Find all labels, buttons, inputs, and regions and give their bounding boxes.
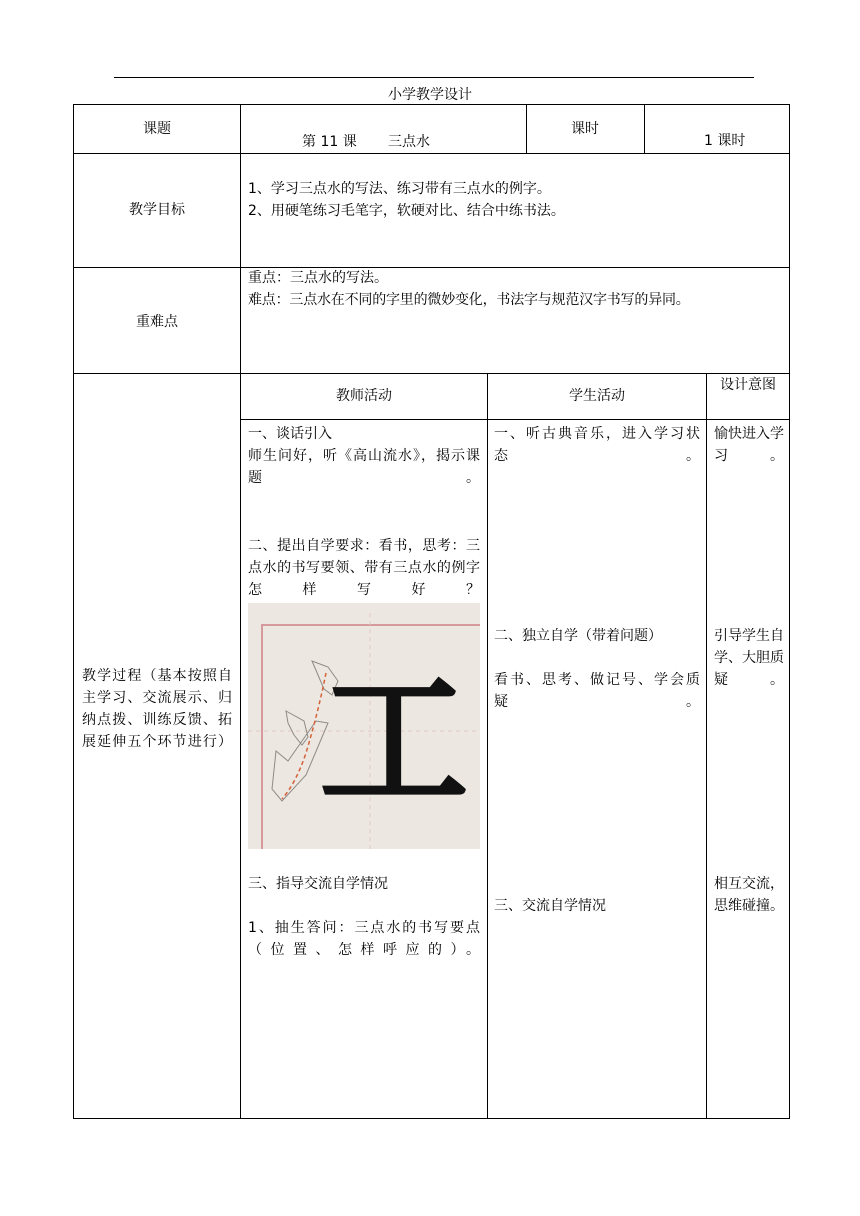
topic-label: 课题 <box>143 121 171 137</box>
student-step3: 三、交流自学情况 <box>494 898 606 914</box>
process-label: 教学过程（基本按照自主学习、交流展示、归纳点拨、训练反馈、拓展延伸五个环节进行） <box>82 668 232 750</box>
student-step2-title: 二、独立自学（带着问题） <box>494 628 662 644</box>
goals-label: 教学目标 <box>129 202 185 218</box>
difficulty-point: 难点：三点水在不同的字里的微妙变化，书法字与规范汉字书写的异同。 <box>248 292 690 308</box>
lesson-number: 第 11 课 <box>302 134 357 150</box>
column-divider <box>706 373 707 1119</box>
calligraphy-jiang-photo <box>248 603 480 849</box>
row-divider <box>240 419 790 420</box>
intent-step3: 相互交流，思维碰撞。 <box>714 876 784 914</box>
calligraphy-character: 工 <box>318 653 470 829</box>
teacher-step2: 二、提出自学要求：看书，思考：三点水的书写要领、带有三点水的例字怎样写好？ <box>248 538 480 598</box>
document-header: 小学教学设计 <box>388 87 472 103</box>
row-divider <box>74 267 790 268</box>
key-point: 重点：三点水的写法。 <box>248 270 388 286</box>
intent-step2: 引导学生自学、大胆质疑。 <box>714 628 784 688</box>
teacher-step3-title: 三、指导交流自学情况 <box>248 876 388 892</box>
intent-step1: 愉快进入学习。 <box>714 426 784 464</box>
teacher-header: 教师活动 <box>336 388 392 404</box>
column-divider <box>240 105 241 1119</box>
row-divider <box>74 153 790 154</box>
student-header: 学生活动 <box>569 388 625 404</box>
goal-item: 2、用硬笔练习毛笔字，软硬对比、结合中练书法。 <box>248 203 565 219</box>
row-divider <box>74 373 790 374</box>
keypoints-label: 重难点 <box>136 314 178 330</box>
header-rule <box>114 77 754 78</box>
teacher-step1-body: 师生问好，听《高山流水》，揭示课题。 <box>248 448 480 486</box>
teacher-step1-title: 一、谈话引入 <box>248 426 332 442</box>
hours-label: 课时 <box>571 121 599 137</box>
lesson-title: 三点水 <box>388 134 430 150</box>
goal-item: 1、学习三点水的写法、练习带有三点水的例字。 <box>248 181 551 197</box>
intent-header: 设计意图 <box>720 377 776 393</box>
column-divider <box>644 105 645 153</box>
column-divider <box>487 373 488 1119</box>
student-step1: 一、听古典音乐，进入学习状态。 <box>494 426 700 464</box>
lesson-plan-table <box>73 104 790 1119</box>
teacher-step3-body: 1、抽生答问：三点水的书写要点（位置、怎样呼应的）。 <box>248 920 480 958</box>
student-step2-body: 看书、思考、做记号、学会质疑。 <box>494 672 700 710</box>
hours-value: 1 课时 <box>704 133 746 149</box>
